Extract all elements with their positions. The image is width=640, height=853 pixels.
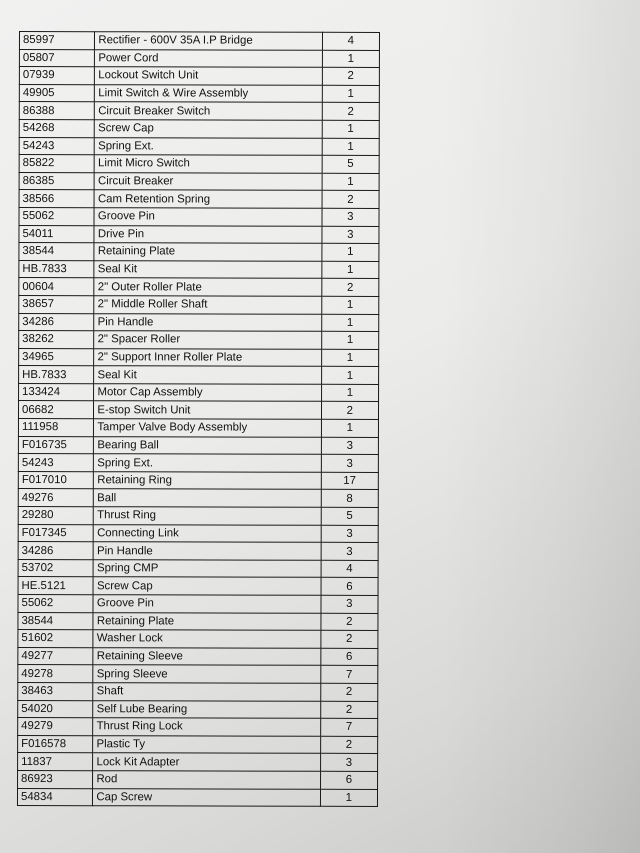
table-row — [18, 630, 378, 649]
part-number-cell: 29280 — [18, 507, 93, 525]
description-cell: Connecting Link — [94, 524, 321, 542]
part-number-cell: 38657 — [19, 295, 94, 313]
description-cell: Limit Switch & Wire Assembly — [95, 84, 322, 102]
part-number-cell: HE.5121 — [18, 577, 93, 595]
part-number-cell: 54834 — [17, 788, 92, 806]
part-number-cell: HB.7833 — [19, 366, 94, 384]
description-cell: Groove Pin — [93, 595, 320, 613]
description-cell: E-stop Switch Unit — [94, 401, 321, 419]
table-row — [19, 137, 379, 156]
page-shadow — [440, 0, 640, 853]
table-row — [19, 102, 379, 121]
part-number-cell: 49278 — [18, 665, 93, 683]
part-number-cell: 38544 — [19, 243, 94, 261]
quantity-cell: 2 — [320, 683, 377, 701]
part-number-cell: 38544 — [18, 612, 93, 630]
quantity-cell: 1 — [321, 349, 378, 367]
part-number-cell: 54020 — [18, 700, 93, 718]
quantity-cell: 6 — [320, 648, 377, 666]
table-row — [18, 770, 378, 789]
part-number-cell: 55062 — [19, 207, 94, 225]
description-cell: Thrust Ring — [94, 507, 321, 525]
part-number-cell: 34286 — [19, 313, 94, 331]
table-row — [18, 436, 378, 455]
part-number-cell: HB.7833 — [19, 260, 94, 278]
table-row — [18, 454, 378, 473]
part-number-cell: F017345 — [18, 524, 93, 542]
table-row — [19, 67, 379, 86]
quantity-cell: 1 — [322, 261, 379, 279]
table-row — [18, 559, 378, 578]
description-cell: Spring Ext. — [95, 137, 322, 155]
table-row — [19, 278, 379, 297]
part-number-cell: 49905 — [19, 84, 94, 102]
table-row — [19, 155, 379, 174]
description-cell: Screw Cap — [93, 577, 320, 595]
part-number-cell: F017010 — [18, 471, 93, 489]
quantity-cell: 5 — [322, 155, 379, 173]
quantity-cell: 1 — [322, 243, 379, 261]
quantity-cell: 1 — [321, 367, 378, 385]
part-number-cell: 00604 — [19, 278, 94, 296]
description-cell: Seal Kit — [94, 260, 321, 278]
table-row — [18, 700, 378, 719]
part-number-cell: 53702 — [18, 559, 93, 577]
quantity-cell: 1 — [322, 50, 379, 68]
quantity-cell: 2 — [321, 402, 378, 420]
table-row — [17, 788, 377, 807]
quantity-cell: 1 — [321, 314, 378, 332]
table-row — [19, 331, 379, 350]
table-row — [18, 419, 378, 438]
part-number-cell: 55062 — [18, 594, 93, 612]
quantity-cell: 2 — [321, 613, 378, 631]
quantity-cell: 3 — [321, 525, 378, 543]
quantity-cell: 3 — [321, 437, 378, 455]
part-number-cell: 38262 — [19, 331, 94, 349]
description-cell: Pin Handle — [94, 542, 321, 560]
quantity-cell: 1 — [322, 85, 379, 103]
table-row — [19, 172, 379, 191]
description-cell: Pin Handle — [94, 313, 321, 331]
quantity-cell: 2 — [322, 191, 379, 209]
part-number-cell: 38566 — [19, 190, 94, 208]
quantity-cell: 1 — [322, 120, 379, 138]
description-cell: Power Cord — [95, 49, 322, 67]
description-cell: Shaft — [93, 683, 320, 701]
part-number-cell: 05807 — [19, 49, 94, 67]
description-cell: Motor Cap Assembly — [94, 384, 321, 402]
quantity-cell: 4 — [321, 560, 378, 578]
description-cell: Washer Lock — [93, 630, 320, 648]
table-row — [18, 753, 378, 772]
table-row — [18, 507, 378, 526]
part-number-cell: 133424 — [19, 383, 94, 401]
parts-table-body — [17, 32, 379, 807]
table-row — [18, 665, 378, 684]
quantity-cell: 3 — [322, 208, 379, 226]
quantity-cell: 3 — [321, 455, 378, 473]
table-row — [19, 207, 379, 226]
description-cell: Retaining Plate — [93, 612, 320, 630]
part-number-cell: 06682 — [18, 401, 93, 419]
table-row — [18, 594, 378, 613]
description-cell: 2" Support Inner Roller Plate — [94, 348, 321, 366]
description-cell: 2" Middle Roller Shaft — [94, 296, 321, 314]
description-cell: Retaining Ring — [94, 472, 321, 490]
description-cell: Drive Pin — [94, 225, 321, 243]
quantity-cell: 2 — [321, 630, 378, 648]
table-row — [18, 718, 378, 737]
quantity-cell: 1 — [322, 138, 379, 156]
table-row — [19, 243, 379, 262]
quantity-cell: 8 — [321, 490, 378, 508]
description-cell: Retaining Plate — [94, 243, 321, 261]
description-cell: Rectifier - 600V 35A I.P Bridge — [95, 32, 322, 50]
table-row — [18, 612, 378, 631]
quantity-cell: 1 — [321, 384, 378, 402]
part-number-cell: 11837 — [18, 753, 93, 771]
description-cell: Cam Retention Spring — [94, 190, 321, 208]
quantity-cell: 1 — [320, 789, 377, 807]
quantity-cell: 2 — [321, 279, 378, 297]
quantity-cell: 7 — [320, 666, 377, 684]
description-cell: Ball — [94, 489, 321, 507]
table-row — [19, 49, 379, 68]
quantity-cell: 3 — [321, 595, 378, 613]
table-row — [19, 84, 379, 103]
part-number-cell: 54243 — [18, 454, 93, 472]
table-row — [18, 647, 378, 666]
quantity-cell: 6 — [320, 771, 377, 789]
quantity-cell: 1 — [322, 173, 379, 191]
quantity-cell: 1 — [321, 419, 378, 437]
part-number-cell: 86923 — [18, 770, 93, 788]
description-cell: Spring CMP — [93, 560, 320, 578]
quantity-cell: 2 — [320, 736, 377, 754]
part-number-cell: 86388 — [19, 102, 94, 120]
description-cell: Limit Micro Switch — [95, 155, 322, 173]
table-row — [18, 489, 378, 508]
description-cell: Bearing Ball — [94, 436, 321, 454]
description-cell: Circuit Breaker Switch — [95, 102, 322, 120]
table-row — [18, 542, 378, 561]
description-cell: Spring Ext. — [94, 454, 321, 472]
part-number-cell: 54268 — [19, 119, 94, 137]
quantity-cell: 3 — [321, 543, 378, 561]
table-row — [19, 348, 379, 367]
part-number-cell: 51602 — [18, 630, 93, 648]
part-number-cell: 07939 — [19, 67, 94, 85]
part-number-cell: 85822 — [19, 155, 94, 173]
table-row — [18, 401, 378, 420]
part-number-cell: 49279 — [18, 718, 93, 736]
description-cell: Self Lube Bearing — [93, 700, 320, 718]
quantity-cell: 6 — [321, 578, 378, 596]
description-cell: Spring Sleeve — [93, 665, 320, 683]
part-number-cell: 34965 — [19, 348, 94, 366]
description-cell: Lock Kit Adapter — [93, 753, 320, 771]
description-cell: Thrust Ring Lock — [93, 718, 320, 736]
table-row — [19, 119, 379, 138]
part-number-cell: F016735 — [18, 436, 93, 454]
part-number-cell: 49277 — [18, 647, 93, 665]
table-row — [19, 32, 379, 51]
description-cell: 2" Outer Roller Plate — [94, 278, 321, 296]
part-number-cell: 85997 — [19, 32, 94, 50]
description-cell: Lockout Switch Unit — [95, 67, 322, 85]
parts-table — [17, 31, 380, 807]
part-number-cell: 38463 — [18, 682, 93, 700]
description-cell: Plastic Ty — [93, 735, 320, 753]
part-number-cell: 49276 — [18, 489, 93, 507]
description-cell: Tamper Valve Body Assembly — [94, 419, 321, 437]
table-row — [18, 735, 378, 754]
table-row — [19, 366, 379, 385]
table-row — [19, 295, 379, 314]
quantity-cell: 2 — [320, 701, 377, 719]
quantity-cell: 5 — [321, 507, 378, 525]
quantity-cell: 2 — [322, 103, 379, 121]
quantity-cell: 7 — [320, 718, 377, 736]
table-row — [19, 190, 379, 209]
description-cell: Retaining Sleeve — [93, 647, 320, 665]
part-number-cell: 54011 — [19, 225, 94, 243]
table-row — [18, 577, 378, 596]
description-cell: Screw Cap — [95, 120, 322, 138]
part-number-cell: 34286 — [18, 542, 93, 560]
description-cell: Groove Pin — [94, 208, 321, 226]
table-row — [18, 471, 378, 490]
quantity-cell: 4 — [322, 32, 379, 50]
description-cell: Rod — [93, 771, 320, 789]
description-cell: Seal Kit — [94, 366, 321, 384]
quantity-cell: 1 — [321, 331, 378, 349]
part-number-cell: F016578 — [18, 735, 93, 753]
part-number-cell: 86385 — [19, 172, 94, 190]
table-row — [19, 313, 379, 332]
part-number-cell: 111958 — [18, 419, 93, 437]
table-row — [18, 524, 378, 543]
table-row — [19, 260, 379, 279]
quantity-cell: 1 — [321, 296, 378, 314]
description-cell: Cap Screw — [93, 788, 320, 806]
table-row — [19, 383, 379, 402]
table-row — [18, 682, 378, 701]
quantity-cell: 3 — [322, 226, 379, 244]
description-cell: 2" Spacer Roller — [94, 331, 321, 349]
table-row — [19, 225, 379, 244]
description-cell: Circuit Breaker — [94, 172, 321, 190]
quantity-cell: 17 — [321, 472, 378, 490]
part-number-cell: 54243 — [19, 137, 94, 155]
quantity-cell: 3 — [320, 754, 377, 772]
quantity-cell: 2 — [322, 67, 379, 85]
